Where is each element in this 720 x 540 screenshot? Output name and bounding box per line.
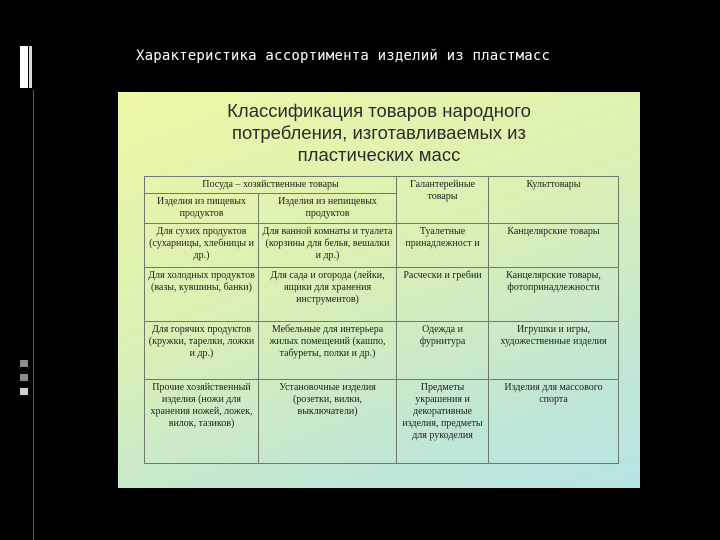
table-cell: Игрушки и игры, художественные изделия <box>489 322 619 380</box>
table-cell: Одежда и фурнитура <box>397 322 489 380</box>
decor-bar-white <box>20 46 28 88</box>
panel-title-line-2: потребления, изготавливаемых из <box>232 122 526 143</box>
table-cell: Расчески и гребни <box>397 268 489 322</box>
slide-title: Характеристика ассортимента изделий из пластмасс <box>136 48 551 64</box>
table-cell: Для горячих продуктов (кружки, тарелки, ложки и др.) <box>145 322 259 380</box>
table-row <box>145 268 619 322</box>
decor-square-3 <box>20 388 28 395</box>
table-cell: Установочные изделия (розетки, вилки, выключатели) <box>259 380 397 464</box>
header-cultural-goods: Культтовары <box>489 177 619 224</box>
classification-panel <box>118 92 640 488</box>
header-household-goods: Посуда – хозяйственные товары <box>145 177 397 194</box>
table-cell: Изделия для массового спорта <box>489 380 619 464</box>
decor-bar-grey <box>29 46 32 88</box>
table-row <box>145 380 619 464</box>
table-cell: Канцелярские товары, фотопринадлежности <box>489 268 619 322</box>
table-cell: Для сухих продуктов (сухарницы, хлебницы и др.) <box>145 224 259 268</box>
subheader-non-food-products: Изделия из непищевых продуктов <box>259 194 397 224</box>
table-cell: Канцелярские товары <box>489 224 619 268</box>
table-row <box>145 322 619 380</box>
table-cell: Прочие хозяйственный изделия (ножи для хранения ножей, ложек, вилок, тазиков) <box>145 380 259 464</box>
subheader-food-products: Изделия из пищевых продуктов <box>145 194 259 224</box>
decor-vertical-line <box>33 90 34 540</box>
table-cell: Мебельные для интерьера жилых помещений (кашпо, табуреты, полки и др.) <box>259 322 397 380</box>
table-cell: Предметы украшения и декоративные изделия, предметы для рукоделия <box>397 380 489 464</box>
table-row <box>145 224 619 268</box>
decor-square-1 <box>20 360 28 367</box>
table-cell: Туалетные принадлежност и <box>397 224 489 268</box>
panel-title <box>118 100 640 166</box>
header-haberdashery: Галантерейные товары <box>397 177 489 224</box>
table-cell: Для сада и огорода (лейки, ящики для хранения инструментов) <box>259 268 397 322</box>
panel-title-line-3: пластических масс <box>297 144 461 165</box>
panel-title-line-1: Классификация товаров народного <box>227 100 531 121</box>
table-cell: Для холодных продуктов (вазы, кувшины, банки) <box>145 268 259 322</box>
table-cell: Для ванной комнаты и туалета (корзины для белья, вешалки и др.) <box>259 224 397 268</box>
table-header-row <box>145 177 619 194</box>
decor-square-2 <box>20 374 28 381</box>
classification-table <box>144 176 619 464</box>
